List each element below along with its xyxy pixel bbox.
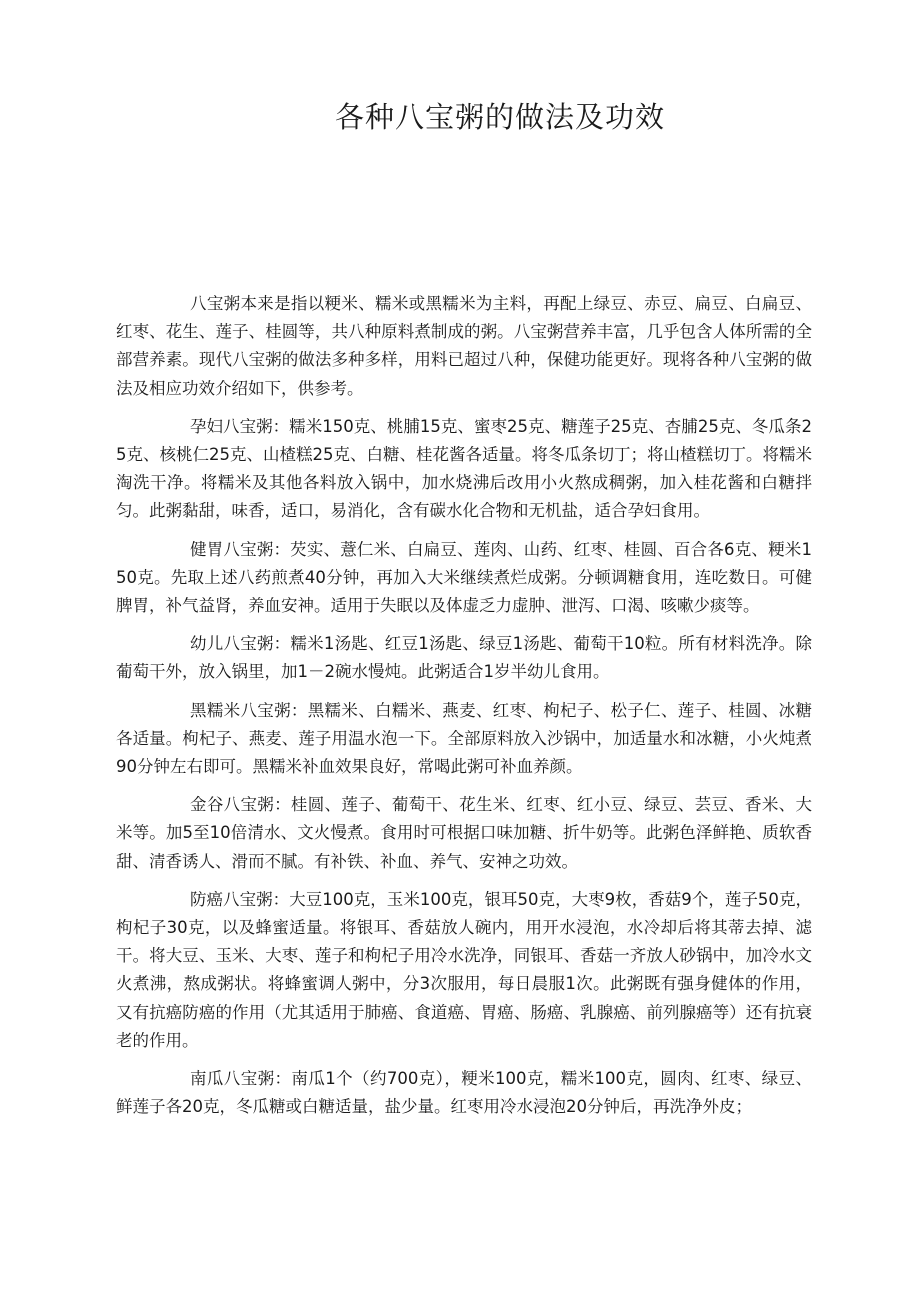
document-title: 各种八宝粥的做法及功效 xyxy=(334,100,665,134)
golden-grain-congee-paragraph: 金谷八宝粥：桂圆、莲子、葡萄干、花生米、红枣、红小豆、绿豆、芸豆、香米、大米等。加5至10倍清水、文火慢煮。食用时可根据口味加糖、折牛奶等。此粥色泽鲜艳、质软香甜、清香诱人、滑而不腻。有补铁、补血、养气、安神之功效。 xyxy=(116,795,812,871)
intro-paragraph: 八宝粥本来是指以粳米、糯米或黑糯米为主料，再配上绿豆、赤豆、扁豆、白扁豆、红枣、花生、莲子、桂圆等，共八种原料煮制成的粥。八宝粥营养丰富，几乎包含人体所需的全部营养素。现代八宝粥的做法多种多样，用料已超过八种，保健功能更好。现将各种八宝粥的做法及相应功效介绍如下，供参考。 xyxy=(116,294,812,398)
stomach-congee-paragraph: 健胃八宝粥：芡实、薏仁米、白扁豆、莲肉、山药、红枣、桂圆、百合各6克、粳米150克。先取上述八药煎煮40分钟，再加入大米继续煮烂成粥。分顿调糖食用，连吃数日。可健脾胃，补气益肾，养血安神。适用于失眠以及体虚乏力虚肿、泄泻、口渴、咳嗽少痰等。 xyxy=(116,539,812,616)
black-glutinous-congee-paragraph: 黑糯米八宝粥：黑糯米、白糯米、燕麦、红枣、枸杞子、松子仁、莲子、桂圆、冰糖各适量。枸杞子、燕麦、莲子用温水泡一下。全部原料放入沙锅中，加适量水和冰糖，小火炖煮90分钟左右即可。黑糯米补血效果良好，常喝此粥可补血养颜。 xyxy=(116,700,812,777)
anticancer-congee-paragraph: 防癌八宝粥：大豆100克，玉米100克，银耳50克，大枣9枚，香菇9个，莲子50克，枸杞子30克，以及蜂蜜适量。将银耳、香菇放人碗内，用开水浸泡，水冷却后将其蒂去掉、滤干。将大豆、玉米、大枣、莲子和枸杞子用冷水洗净，同银耳、香菇一齐放人砂锅中，加冷水文火煮沸，熬成粥状。将蜂蜜调人粥中，分3次服用，每日晨服1次。此粥既有强身健体的作用，又有抗癌防癌的作用（尤其适用于肺癌、食道癌、胃癌、肠癌、乳腺癌、前列腺癌等）还有抗衰老的作用。 xyxy=(116,889,812,1050)
document-body xyxy=(116,290,812,1131)
toddler-congee-paragraph: 幼儿八宝粥：糯米1汤匙、红豆1汤匙、绿豆1汤匙、葡萄干10粒。所有材料洗净。除葡萄干外，放入锅里，加1－2碗水慢炖。此粥适合1岁半幼儿食用。 xyxy=(116,634,812,682)
pregnant-congee-paragraph: 孕妇八宝粥：糯米150克、桃脯15克、蜜枣25克、糖莲子25克、杏脯25克、冬瓜条25克、核桃仁25克、山楂糕25克、白糖、桂花酱各适量。将冬瓜条切丁；将山楂糕切丁。将糯米淘洗干净。将糯米及其他各料放入锅中，加水烧沸后改用小火熬成稠粥，加入桂花酱和白糖拌匀。此粥黏甜，味香，适口，易消化，含有碳水化合物和无机盐，适合孕妇食用。 xyxy=(116,416,812,521)
pumpkin-congee-paragraph: 南瓜八宝粥：南瓜1个（约700克），粳米100克，糯米100克，圆肉、红枣、绿豆、鲜莲子各20克，冬瓜糖或白糖适量，盐少量。红枣用冷水浸泡20分钟后，再洗净外皮； xyxy=(116,1069,812,1117)
